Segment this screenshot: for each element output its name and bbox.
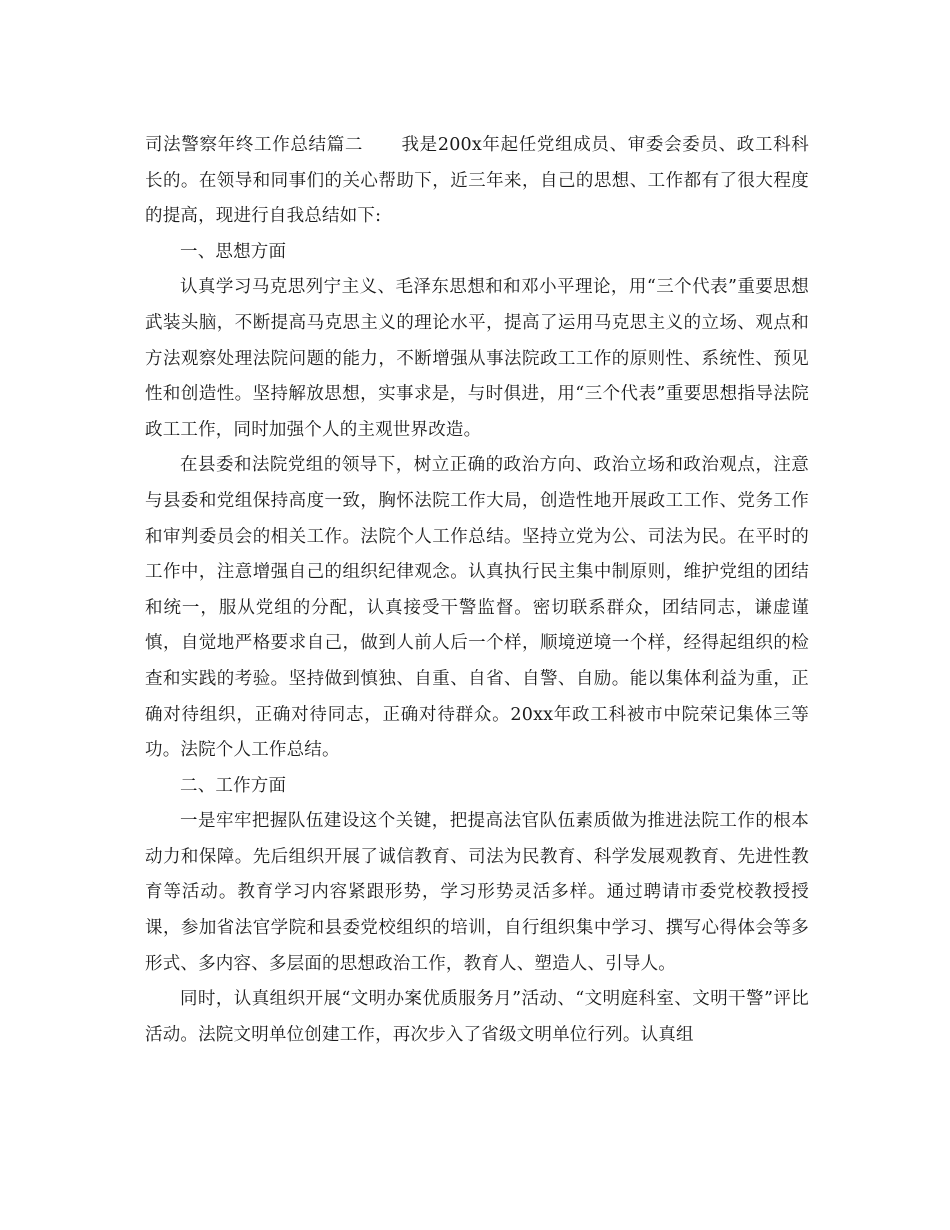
paragraph-leadership: 在县委和法院党组的领导下，树立正确的政治方向、政治立场和政治观点，注意与县委和党组保持高度一致，胸怀法院工作大局，创造性地开展政工工作、党务工作和审判委员会的相关工作。法院个人工作总结。坚持立党为公、司法为民。在平时的工作中，注意增强自己的组织纪律观念。认真执行民主集中制原则，维护党组的团结和统一，服从党组的分配，认真接受干警监督。密切联系群众，团结同志，谦虚谨慎，自觉地严格要求自己，做到人前人后一个样，顺境逆境一个样，经得起组织的检查和实践的考验。坚持做到慎独、自重、自省、自警、自励。能以集体利益为重，正确对待组织，正确对待同志，正确对待群众。20xx年政工科被市中院荣记集体三等功。法院个人工作总结。 bbox=[145, 455, 809, 761]
paragraph-team-building: 一是牢牢把握队伍建设这个关键，把提高法官队伍素质做为推进法院工作的根本动力和保障。先后组织开展了诚信教育、司法为民教育、科学发展观教育、先进性教育等活动。教育学习内容紧跟形势，学习形势灵活多样。通过聘请市委党校教授授课，参加省法官学院和县委党校组织的培训，自行组织集中学习、撰写心得体会等多形式、多内容、多层面的思想政治工作，教育人、塑造人、引导人。 bbox=[145, 811, 809, 974]
document-title: 司法警察年终工作总结篇二 bbox=[145, 135, 364, 155]
section-heading-work: 二、工作方面 bbox=[180, 775, 287, 796]
paragraph-study: 认真学习马克思列宁主义、毛泽东思想和和邓小平理论，用“三个代表”重要思想武装头脑，不断提高马克思主义的理论水平，提高了运用马克思主义的立场、观点和方法观察处理法院问题的能力，不断增强从事法院政工工作的原则性、系统性、预见性和创造性。坚持解放思想，实事求是，与时俱进，用“三个代表”重要思想指导法院政工工作，同时加强个人的主观世界改造。 bbox=[145, 277, 809, 440]
document-body bbox=[145, 128, 809, 1053]
paragraph-civility: 同时，认真组织开展“文明办案优质服务月”活动、“文明庭科室、文明干警”评比活动。法院文明单位创建工作，再次步入了省级文明单位行列。认真组 bbox=[145, 989, 809, 1045]
section-heading-thought: 一、思想方面 bbox=[180, 241, 287, 262]
intro-text: 我是200x年起任党组成员、审委会委员、政工科科长的。在领导和同事们的关心帮助下，近三年来，自己的思想、工作都有了很大程度的提高，现进行自我总结如下: bbox=[145, 135, 809, 227]
opening-paragraph bbox=[145, 128, 809, 235]
